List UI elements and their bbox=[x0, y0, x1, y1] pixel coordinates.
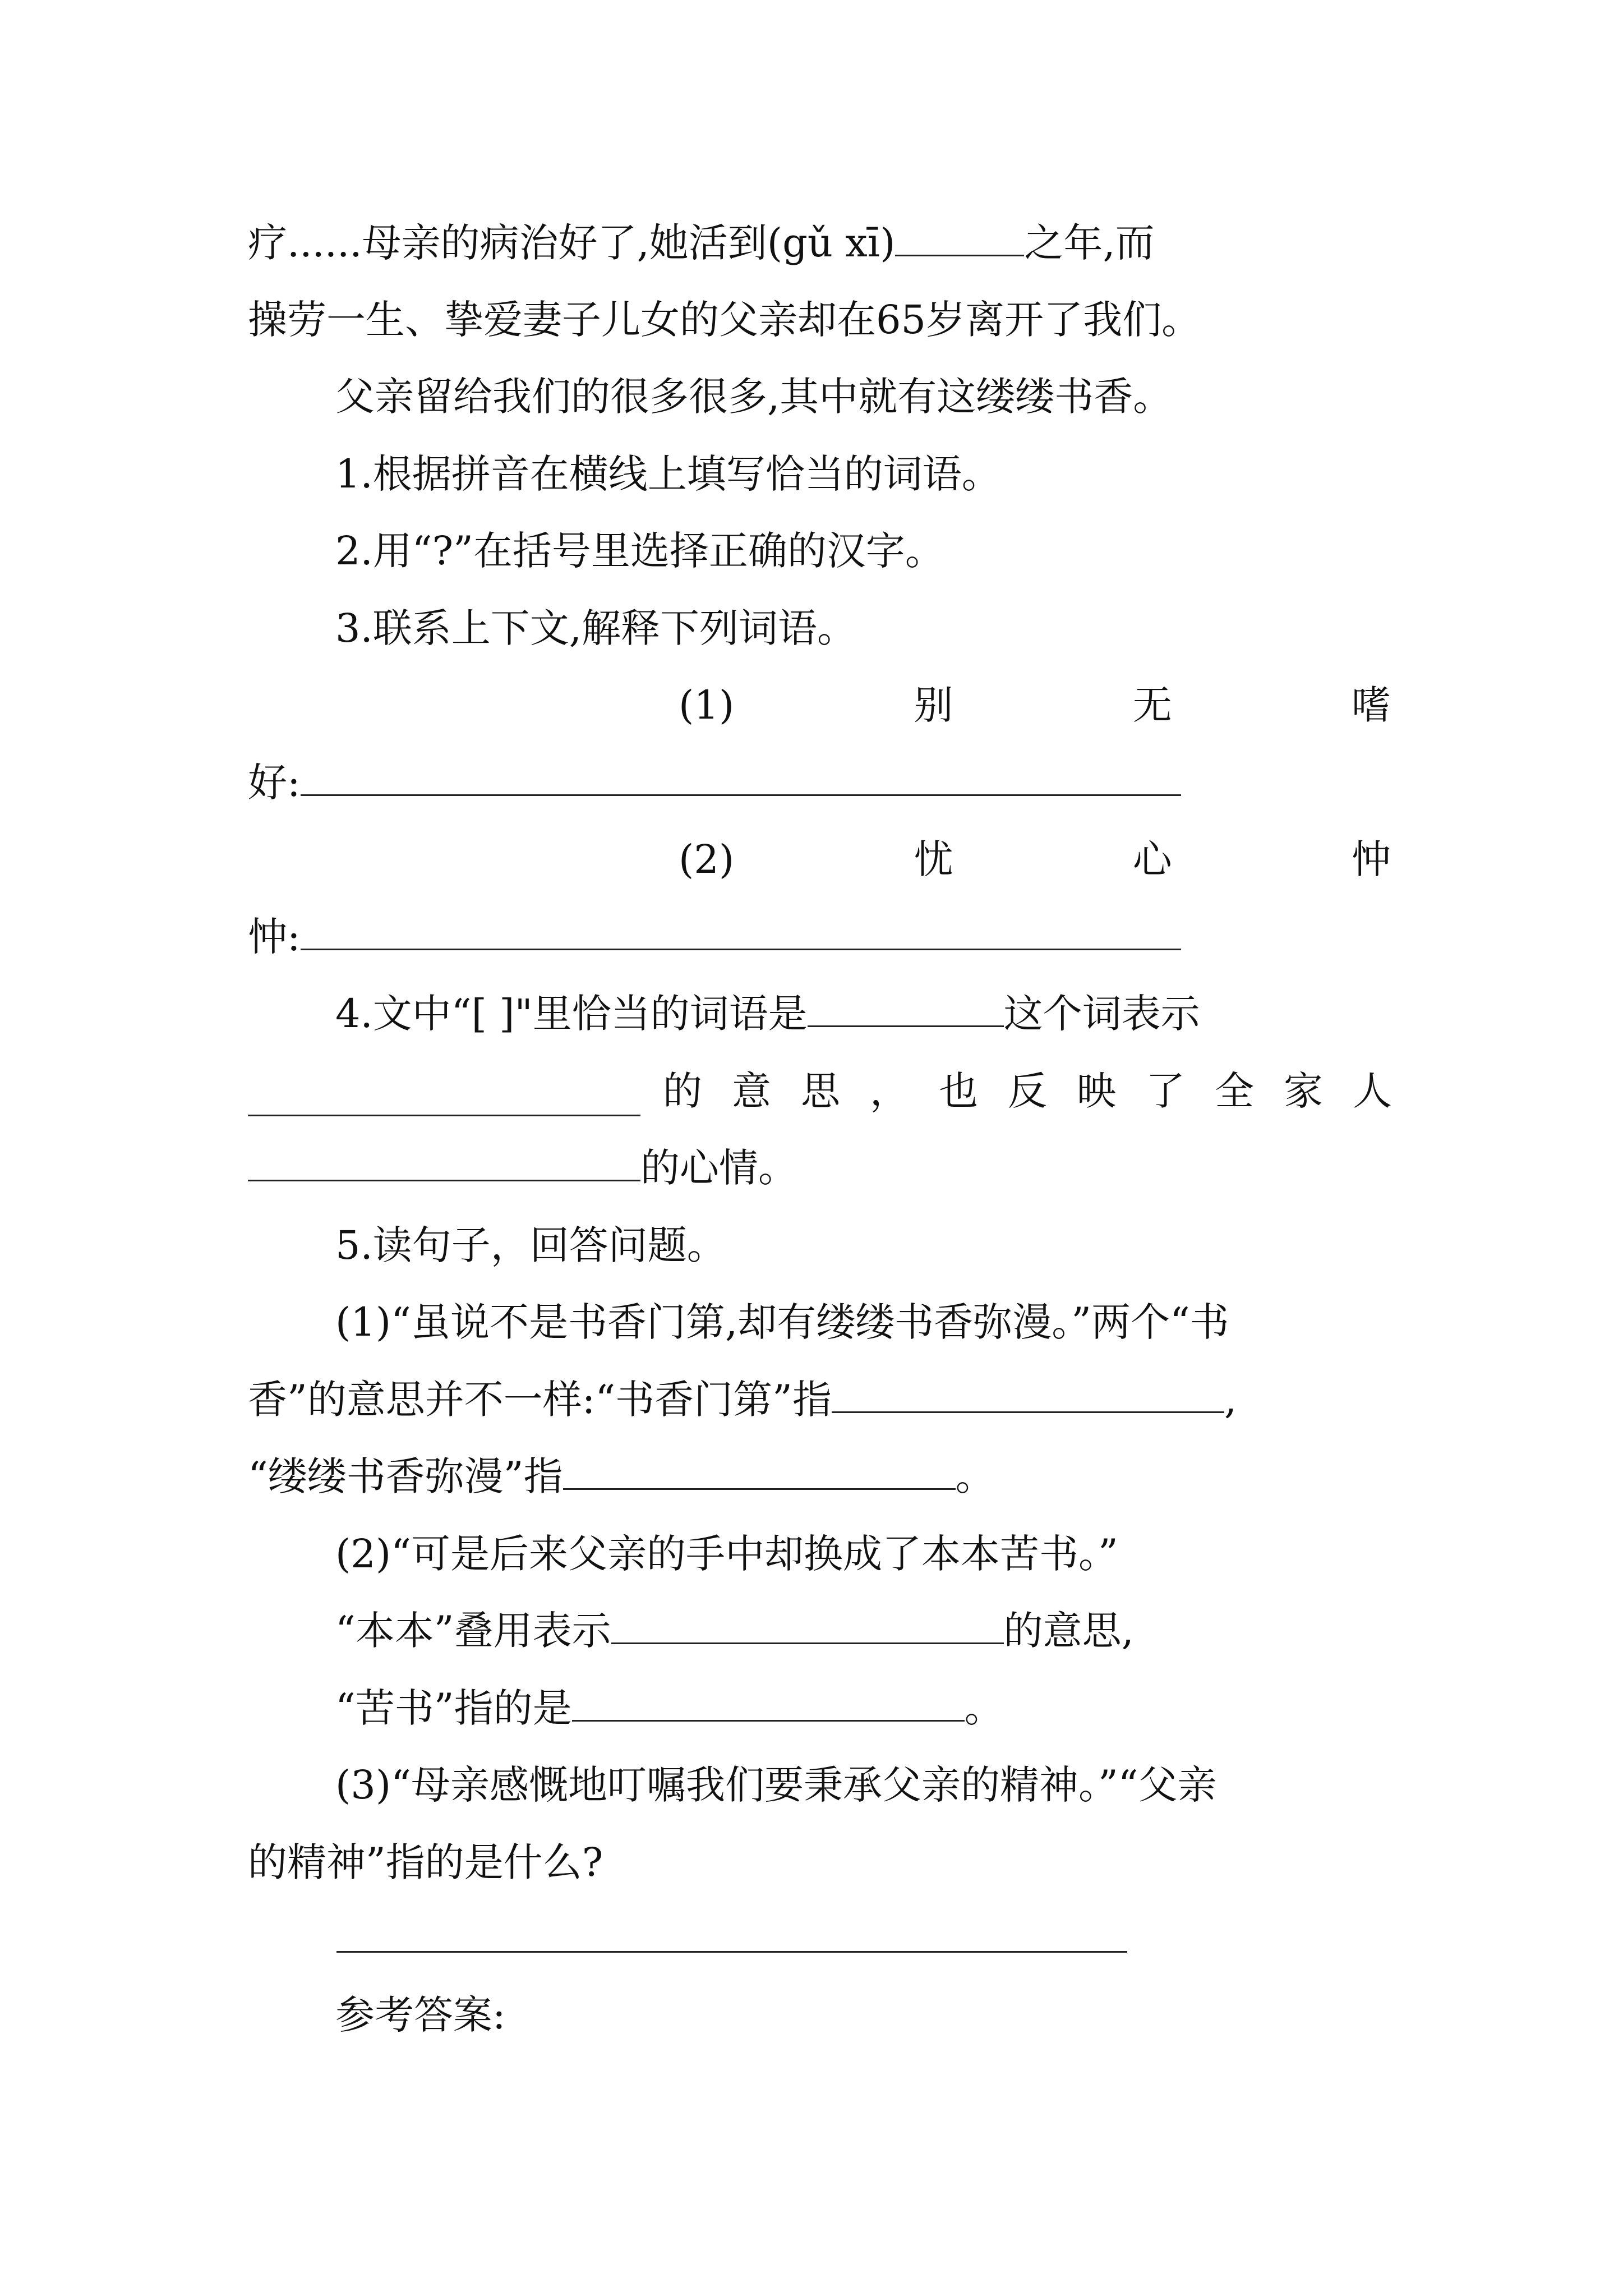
word-char: 好: bbox=[248, 760, 301, 806]
question-text: 这个词表示 bbox=[1003, 991, 1200, 1037]
word-char: 嗜 bbox=[1352, 682, 1391, 728]
question-text: 1.根据拼音在横线上填写恰当的词语。 bbox=[335, 451, 1001, 497]
question-text bbox=[663, 1066, 1392, 1116]
question-3-1-line bbox=[679, 680, 1391, 730]
word-char: 家 bbox=[1284, 1068, 1323, 1114]
word-char: 思 bbox=[801, 1068, 840, 1114]
question-3 bbox=[335, 603, 856, 654]
question-text: 5.读句子，回答问题。 bbox=[335, 1222, 726, 1268]
word-char: 映 bbox=[1077, 1068, 1116, 1114]
question-5-3-line-1 bbox=[335, 1760, 1217, 1810]
passage-text: 疗......母亲的病治好了,她活到(gǔ xī) bbox=[248, 220, 896, 266]
question-3-2-answer bbox=[248, 912, 1181, 962]
word-char: 人 bbox=[1353, 1068, 1392, 1114]
text-line-1 bbox=[248, 218, 1155, 268]
answer-blank[interactable] bbox=[611, 1608, 1004, 1644]
question-text: 的意思, bbox=[1003, 1608, 1134, 1654]
answer-blank[interactable] bbox=[301, 917, 1181, 950]
word-char: 意 bbox=[732, 1068, 771, 1114]
question-text: 2.用“?”在括号里选择正确的汉字。 bbox=[335, 528, 944, 574]
question-5 bbox=[335, 1220, 726, 1271]
word-char: 的 bbox=[663, 1068, 702, 1114]
answer-blank[interactable] bbox=[301, 763, 1181, 796]
answer-blank[interactable] bbox=[563, 1453, 956, 1490]
question-5-1-line-3 bbox=[248, 1451, 995, 1502]
word-char: 也 bbox=[939, 1068, 978, 1114]
question-text: “本本”叠用表示 bbox=[335, 1608, 611, 1654]
question-5-1-line-1 bbox=[335, 1297, 1229, 1347]
word-char: (2) bbox=[679, 836, 735, 882]
question-5-2-line-1 bbox=[335, 1529, 1118, 1579]
word-char: (1) bbox=[679, 682, 735, 728]
word-char: 别 bbox=[914, 682, 953, 728]
heading-text: 参考答案: bbox=[335, 1992, 506, 2038]
answers-heading bbox=[335, 1990, 506, 2040]
answer-blank[interactable] bbox=[808, 991, 1004, 1027]
word-char: 反 bbox=[1008, 1068, 1047, 1114]
word-char: 忧 bbox=[914, 836, 953, 882]
word-char: 心 bbox=[1132, 836, 1172, 882]
text-line-3 bbox=[335, 371, 1172, 422]
answer-blank[interactable] bbox=[248, 1080, 640, 1116]
word-char: 了 bbox=[1146, 1068, 1185, 1114]
question-text: (2)“可是后来父亲的手中却换成了本本苦书。” bbox=[335, 1531, 1118, 1577]
question-4-line-3 bbox=[248, 1143, 797, 1193]
question-5-2-line-3 bbox=[335, 1683, 1004, 1733]
question-text: 。 bbox=[964, 1685, 1004, 1731]
question-text: 的精神”指的是什么? bbox=[248, 1839, 603, 1885]
question-3-2-line bbox=[679, 834, 1391, 885]
question-5-3-line-2 bbox=[248, 1837, 603, 1888]
word-char: 无 bbox=[1132, 682, 1172, 728]
answer-blank[interactable] bbox=[572, 1685, 965, 1722]
answer-blank[interactable] bbox=[832, 1377, 1224, 1413]
word-char: 忡: bbox=[248, 914, 301, 960]
question-text: “苦书”指的是 bbox=[335, 1685, 572, 1731]
passage-text: 操劳一生、挚爱妻子儿女的父亲却在65岁离开了我们。 bbox=[248, 297, 1201, 343]
question-4-line-1 bbox=[335, 988, 1200, 1039]
question-text: (3)“母亲感慨地叮嘱我们要秉承父亲的精神。”“父亲 bbox=[335, 1762, 1217, 1808]
question-5-1-line-2 bbox=[248, 1374, 1237, 1425]
passage-text: 父亲留给我们的很多很多,其中就有这缕缕书香。 bbox=[335, 374, 1173, 420]
word-char: ， bbox=[870, 1068, 909, 1114]
answer-blank[interactable] bbox=[895, 220, 1024, 256]
word-char: 忡 bbox=[1352, 836, 1391, 882]
question-text: , bbox=[1224, 1377, 1237, 1423]
question-5-2-line-2 bbox=[335, 1605, 1134, 1656]
text-line-2 bbox=[248, 295, 1201, 345]
answer-blank[interactable] bbox=[248, 1145, 640, 1181]
question-text: 。 bbox=[955, 1453, 995, 1499]
answer-line[interactable] bbox=[336, 1951, 1127, 1953]
question-text: 的心情。 bbox=[640, 1145, 797, 1191]
question-text: “缕缕书香弥漫”指 bbox=[248, 1453, 563, 1499]
question-1 bbox=[335, 449, 1001, 499]
question-3-1-answer bbox=[248, 757, 1181, 808]
word-char: 全 bbox=[1215, 1068, 1254, 1114]
question-text: 香”的意思并不一样:“书香门第”指 bbox=[248, 1377, 832, 1423]
question-text: 4.文中“[ ]"里恰当的词语是 bbox=[335, 991, 808, 1037]
question-text: (1)“虽说不是书香门第,却有缕缕书香弥漫。”两个“书 bbox=[335, 1299, 1229, 1345]
question-text: 3.联系上下文,解释下列词语。 bbox=[335, 605, 857, 651]
question-4-line-2 bbox=[248, 1066, 1392, 1116]
question-2 bbox=[335, 526, 944, 576]
passage-text: 之年,而 bbox=[1024, 220, 1155, 266]
